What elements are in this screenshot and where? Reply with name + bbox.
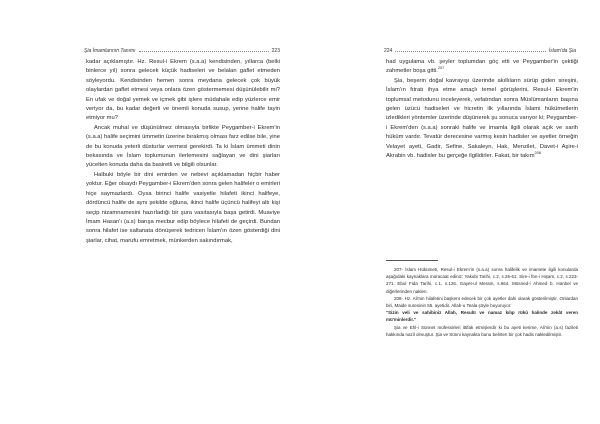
right-page-header xyxy=(384,44,576,54)
right-page xyxy=(300,0,600,424)
paragraph xyxy=(386,77,578,162)
header-dot-leader xyxy=(395,50,546,52)
header-dot-leader xyxy=(139,50,269,52)
right-header-title: İslam'da Şia xyxy=(548,48,576,54)
paragraph xyxy=(386,58,578,77)
paragraph: kadar açıklamıştır. Hz. Resul-i Ekrem (s.a.a) kendisinden, yıllarca (belki binlerce yıl) sonra gelecek küçük hadiseleri ve belalan gaflet etmeden söyleyordu. Kendisinden hemen sonra meydana gelecek çok büyük olaylardan gaflet etmesi veya onlara özen göstermemesi düşünülebilir mi? En ufak ve doğal yemek ve içmek gibi işlere müdahale edip yüzlerce emir veriyor da, bu kadar değerli ve önemli konuda susup, yerine halife tayin etmiyor mu? xyxy=(86,59,280,122)
footnote-ref-208[interactable]: 208 xyxy=(534,151,541,156)
paragraph: Ancak muhal ve düşünülmez olmasıyla birlikte Peygamber-i Ekrem'in (s.a.a) halife seçimini ümmetin üzerine bırakmış olması farz edilse bile, yine de bu konuda yeterli düsturlar vermesi gerekirdi. Ta ki İslam ümmeti dinin bekasında ve İslam toplumunun ilerlemesini sağlayan ve dini şiarları yücelten konuda daha da basiretli ve bilgili olsunlar. xyxy=(86,124,280,169)
left-page-header xyxy=(84,44,280,54)
footnote-divider xyxy=(386,260,438,261)
paragraph-text: had uygulama vb. şeyler toplumdan göç etti ve Peygamber'in çektiği zahmetler boşa gitti. xyxy=(386,59,578,75)
footnote-note: Şia ve Ehl-i Sünnet müfessirleri ittifak etmişlerdir ki bu ayeti kerime, Ali'nin (a.s) fazileti hakkında nazil olmuştur. Şia ve Sünni kaynakta bunu belirten bir çok hadis nakledilmiştir. xyxy=(386,324,578,337)
footnotes xyxy=(386,266,578,338)
left-header-title: Şia İmamlarının Tanımı xyxy=(84,48,136,54)
paragraph-text: Şia, beşerin doğal kavrayışı üzerinde akıllıların sürüp giden sireşini, İslam'ın fıtratı ihya etme amaçlı temel görüşlerini, Resul-i Ekrem'in toplumsal metodunu inceleyerek, vefatından sonra Müslümanların başına gelen üzücü hadiseleri ve hicretin ilk yıllarında İslami hükümetlerin izledikleri yöntemler üzerinde düşünerek şu sonuca varıyor ki; Peygamber-i Ekrem'den (s.a.a) sonraki halife ve imamla ilgili olarak açık ve sarih hüküm vardır. Tevatür derecesine varmış kesin hadisler ve ayetler örneğin Velayet ayeti, Gadir, Sefine, Sakaleyn, Hak, Menzilet, Davet-i Aşire-i Akrabin vb. hadisler bu gerçeğe ilgilidirler. Fakat, bir takım xyxy=(386,77,578,160)
paragraph: Halbuki böyle bir dini emirden ve nebevi açıklamadan hiçbir haber yoktur. Eğer olsaydı Peygamber-i Ekrem'den sonra gelen halifeler o emirleri hiçe saymazlardı. Oysa birinci halife vasiyetle hilafeti ikinci halifeye, dördüncü halife de aynı şekilde oğluna, ikinci halife üçüncü halifeyi altı kişi seçip nizamnamesini hazırladığı bir şura vasıtasıyla başa getirdi. Muaviye İmam Hasan'ı (a.s) barışa mecbur edip böylece hilafeti de geçirdi. Bundan sonra hilafet ise saltanata dönüşerek tedricen İslam'ın özen gösterdiği dini şiarlar, cihat, marufu emretmek, münkerden sakındırmak, xyxy=(86,171,280,244)
footnote-quote xyxy=(386,309,578,323)
left-page-number: 223 xyxy=(271,48,280,54)
footnote-ref-207[interactable]: 207 xyxy=(437,66,445,71)
footnote-quote-text: "Sizin veli ve sahibiniz Allah, Resulü ve namaz kılıp rükû halinde zekât veren mü'minlerdir." xyxy=(386,310,578,323)
right-page-number: 224 xyxy=(384,48,393,54)
left-page-body xyxy=(86,58,280,246)
right-page-body xyxy=(386,58,578,161)
footnote-208: 208- Hz. Ali'nin hilafetini başkent edecek bir çok ayetler dahi olarak gösterilmiştir. Onlardan biri, Maide suresinin 55. ayetidir. Allah-u Teala şöyle buyuruyor: xyxy=(386,295,578,309)
footnote-207: 207- İslam Hükümeti, Resul-i Ekrem'in (s.a.a) sonra halifelik ve imamete ilgili konularda aşağıdaki kaynaklara müracaat ediniz: Yakubi Tarihi, c.2, s.26-61. Sire-i İbn-i Hişam, c.2, s.223-271. Ebul Fida Tarihi, c.1, s.126. Gayet-ul Meram, s.664. Müsned-i Ahmed b. Hanbel ve diğerlerinden naklen. xyxy=(386,267,578,294)
